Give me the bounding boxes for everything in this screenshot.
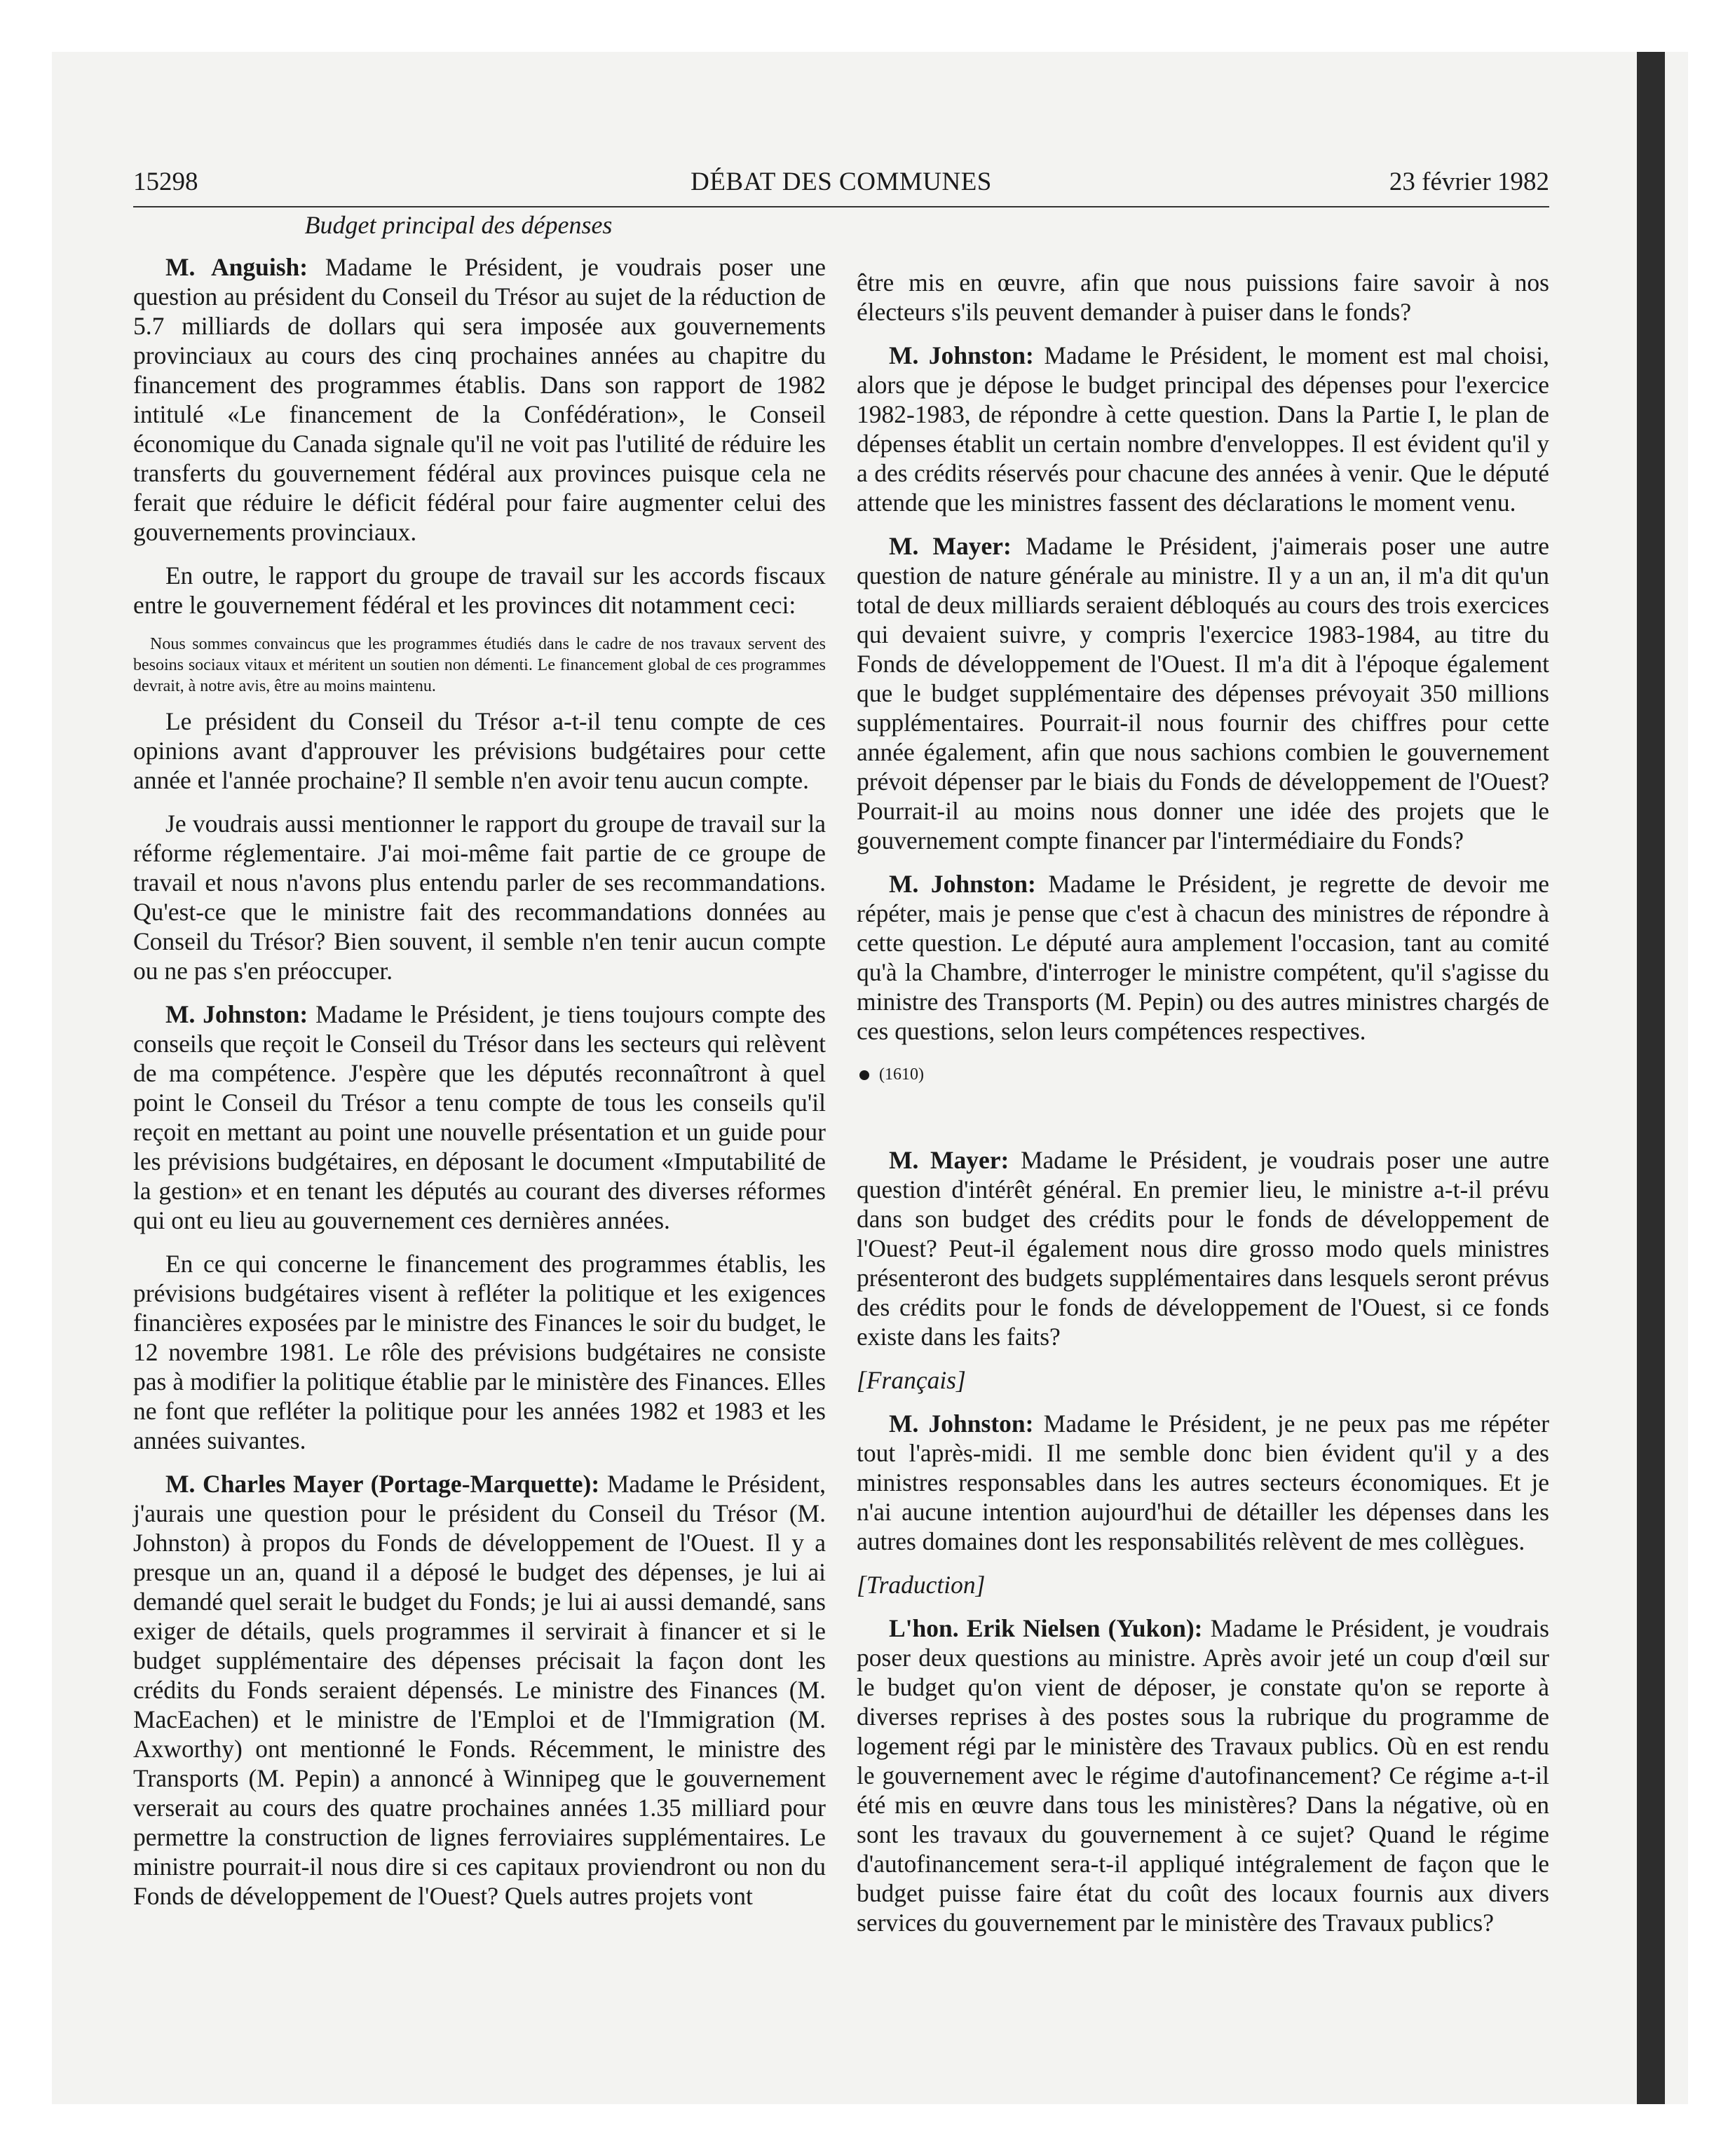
paragraph: En ce qui concerne le financement des programmes établis, les prévisions budgétaires visent à refléter la politique et les exigences financières exposées par le ministre des Finances le soir du budget, le 12 novembre 1981. Le rôle des prévisions budgétaires ne consiste pas à modifier la politique établie par le ministère des Finances. Elles ne font que refléter la politique pour les années 1982 et 1983 et les années suivantes. <box>133 1250 826 1454</box>
speaker-name: L'hon. Erik Nielsen (Yukon): <box>889 1614 1203 1642</box>
speech-text: Madame le Président, je tiens toujours compte des conseils que reçoit le Conseil du Trésor dans les secteurs qui relèvent de ma compétence. J'espère que les députés reconnaîtront à quel point le Conseil du Trésor a tenu compte de tous les conseils qu'il reçoit en mettant au point une nouvelle présentation et un guide pour les prévisions budgétaires, en déposant le document «Imputabilité de la gestion» et en tenant les députés au courant des diverses réformes qui ont eu lieu au gouvernement ces dernières années. <box>133 1000 826 1234</box>
time-marker-text: (1610) <box>879 1065 924 1084</box>
speech-text: Madame le Président, je ne peux pas me répéter tout l'après-midi. Il me semble donc bien évident qu'il y a des ministres responsables dans les autres secteurs économiques. Et je n'ai aucune intention aujourd'hui de détailler les dépenses dans les autres domaines dont les responsabilités relèvent de mes collègues. <box>857 1410 1549 1555</box>
speech-text: Madame le Président, je voudrais poser une question au président du Conseil du Trésor au sujet de la réduction de 5.7 milliards de dollars qui sera imposée aux gouvernements provinciaux au cours des cinq prochaines années au chapitre du financement des programmes établis. Dans son rapport de 1982 intitulé «Le financement de la Confédération», le Conseil économique du Canada signale qu'il ne voit pas l'utilité de réduire les transferts du gouvernement fédéral aux provinces puisque cela ne ferait que réduire le déficit fédéral pour faire augmenter celui des gouvernements provinciaux. <box>133 253 826 546</box>
speech-text: Madame le Président, j'aurais une question pour le président du Conseil du Trésor (M. Johnston) à propos du Fonds de développement de l'Ouest. Il y a presque un an, quand il a déposé le budget des dépenses, je lui ai demandé quel serait le budget du Fonds; je lui ai aussi demandé, sans exiger de détails, quels programmes il servirait à financer et si le budget supplémentaire des dépenses précisait la façon dont les crédits du Fonds seraient dépensés. Le ministre des Finances (M. MacEachen) et le ministre de l'Emploi et de l'Immigration (M. Axworthy) ont mentionné le Fonds. Récemment, le ministre des Transports (M. Pepin) a annoncé à Winnipeg que le gouvernement verserait au cours des quatre prochaines années 1.35 milliard pour permettre la construction de lignes ferroviaires supplémentaires. Le ministre pourrait-il nous dire si ces capitaux proviendront ou non du Fonds de développement de l'Ouest? Quels autres projets vont <box>133 1470 826 1910</box>
speaker-name: M. Johnston: <box>889 1410 1034 1438</box>
speaker-name: M. Anguish: <box>165 253 308 281</box>
paragraph <box>857 1613 1549 1937</box>
paragraph <box>857 1145 1549 1351</box>
right-column <box>857 268 1549 1951</box>
paragraph <box>857 341 1549 517</box>
speaker-name: M. Johnston: <box>889 870 1036 898</box>
paragraph: Je voudrais aussi mentionner le rapport du groupe de travail sur la réforme réglementaire. J'ai moi-même fait partie de ce groupe de travail et nous n'avons plus entendu parler de ses recommandations. Qu'est-ce que le ministre fait des recommandations données au Conseil du Trésor? Bien souvent, il semble n'en tenir aucun compte ou ne pas s'en préoccuper. <box>133 810 826 985</box>
speaker-name: M. Mayer: <box>889 1146 1009 1174</box>
time-marker <box>857 1060 1549 1089</box>
paragraph <box>133 1469 826 1911</box>
paragraph <box>133 999 826 1235</box>
paragraph <box>133 252 826 547</box>
bullet-dot-icon <box>859 1070 869 1080</box>
language-note: [Traduction] <box>857 1571 986 1599</box>
paragraph <box>857 1409 1549 1556</box>
paragraph: Le président du Conseil du Trésor a-t-il tenu compte de ces opinions avant d'approuver les prévisions budgétaires pour cette année et l'année prochaine? Il semble n'en avoir tenu aucun compte. <box>133 707 826 794</box>
section-subhead: Budget principal des dépenses <box>304 211 613 239</box>
page-date: 23 février 1982 <box>1389 168 1549 196</box>
speech-text: Madame le Président, le moment est mal choisi, alors que je dépose le budget principal des dépenses pour l'exercice 1982-1983, de répondre à cette question. Dans la Partie I, le plan de dépenses établit un certain nombre d'enveloppes. Il est évident qu'il y a des crédits réservés pour chacune des années à venir. Que le député attende que les ministres fassent des déclarations le moment venu. <box>857 341 1549 517</box>
speech-text: Madame le Président, j'aimerais poser une autre question de nature générale au ministre. Il y a un an, il m'a dit qu'un total de deux milliards seraient débloqués au cours des trois exercices qui devaient suivre, y compris l'exercice 1983-1984, au titre du Fonds de développement de l'Ouest. Il m'a dit à l'époque également que le budget supplémentaire des dépenses prévoyait 350 millions supplémentaires. Pourrait-il nous fournir des chiffres pour cette année également, afin que nous sachions combien le gouvernement prévoit dépenser par le biais du Fonds de développement de l'Ouest? Pourrait-il au moins nous donner une idée des projets que le gouvernement compte financer par l'intermédiaire du Fonds? <box>857 532 1549 854</box>
scan-edge-bar <box>1637 52 1665 2104</box>
speaker-name: M. Johnston: <box>165 1000 308 1028</box>
speaker-name: M. Mayer: <box>889 532 1012 560</box>
paragraph: être mis en œuvre, afin que nous puissions faire savoir à nos électeurs s'ils peuvent demander à puiser dans le fonds? <box>857 268 1549 326</box>
speech-text: Madame le Président, je voudrais poser une autre question d'intérêt général. En premier lieu, le ministre a-t-il prévu dans son budget des crédits pour le fonds de développement de l'Ouest? Peut-il également nous dire grosso modo quels ministres présenteront des budgets supplémentaires dans lesquels seront prévus des crédits pour le fonds de développement de l'Ouest, si ce fonds existe dans les faits? <box>857 1146 1549 1351</box>
paragraph <box>857 869 1549 1046</box>
speaker-name: M. Charles Mayer (Portage-Marquette): <box>165 1470 600 1498</box>
language-note: [Français] <box>857 1366 966 1394</box>
speech-text: Madame le Président, je regrette de devoir me répéter, mais je pense que c'est à chacun des ministres de répondre à cette question. Le député aura amplement l'occasion, tant au comité qu'à la Chambre, d'interroger le ministre compétent, qu'il s'agisse du ministre des Transports (M. Pepin) ou des autres ministres chargés de ces questions, selon leurs compétences respectives. <box>857 870 1549 1045</box>
page-title: DÉBAT DES COMMUNES <box>690 168 992 196</box>
page-number: 15298 <box>133 168 198 196</box>
left-column <box>133 210 826 1925</box>
paragraph <box>857 531 1549 855</box>
speech-text: Madame le Président, je voudrais poser deux questions au ministre. Après avoir jeté un coup d'œil sur le budget qu'on vient de déposer, je constate qu'on se reporte à diverses reprises à des postes sous la rubrique du programme de logement régi par le ministère des Travaux publics. Où en est rendu le gouvernement avec le régime d'autofinancement? Ce régime a-t-il été mis en œuvre dans tous les ministères? Dans la négative, où en sont les travaux du gouvernement à ce sujet? Quand le régime d'autofinancement sera-t-il appliqué intégralement de façon que le budget puisse faire état du coût des locaux fournis aux divers services du gouvernement par le ministère des Travaux publics? <box>857 1614 1549 1937</box>
paragraph: En outre, le rapport du groupe de travail sur les accords fiscaux entre le gouvernement fédéral et les provinces dit notamment ceci: <box>133 561 826 619</box>
block-quote: Nous sommes convaincus que les programmes étudiés dans le cadre de nos travaux servent des besoins sociaux vitaux et méritent un soutien non démenti. Le financement global de ces programmes devrait, à notre avis, être au moins maintenu. <box>133 635 826 695</box>
speaker-name: M. Johnston: <box>889 341 1034 369</box>
page-header <box>133 167 1549 207</box>
